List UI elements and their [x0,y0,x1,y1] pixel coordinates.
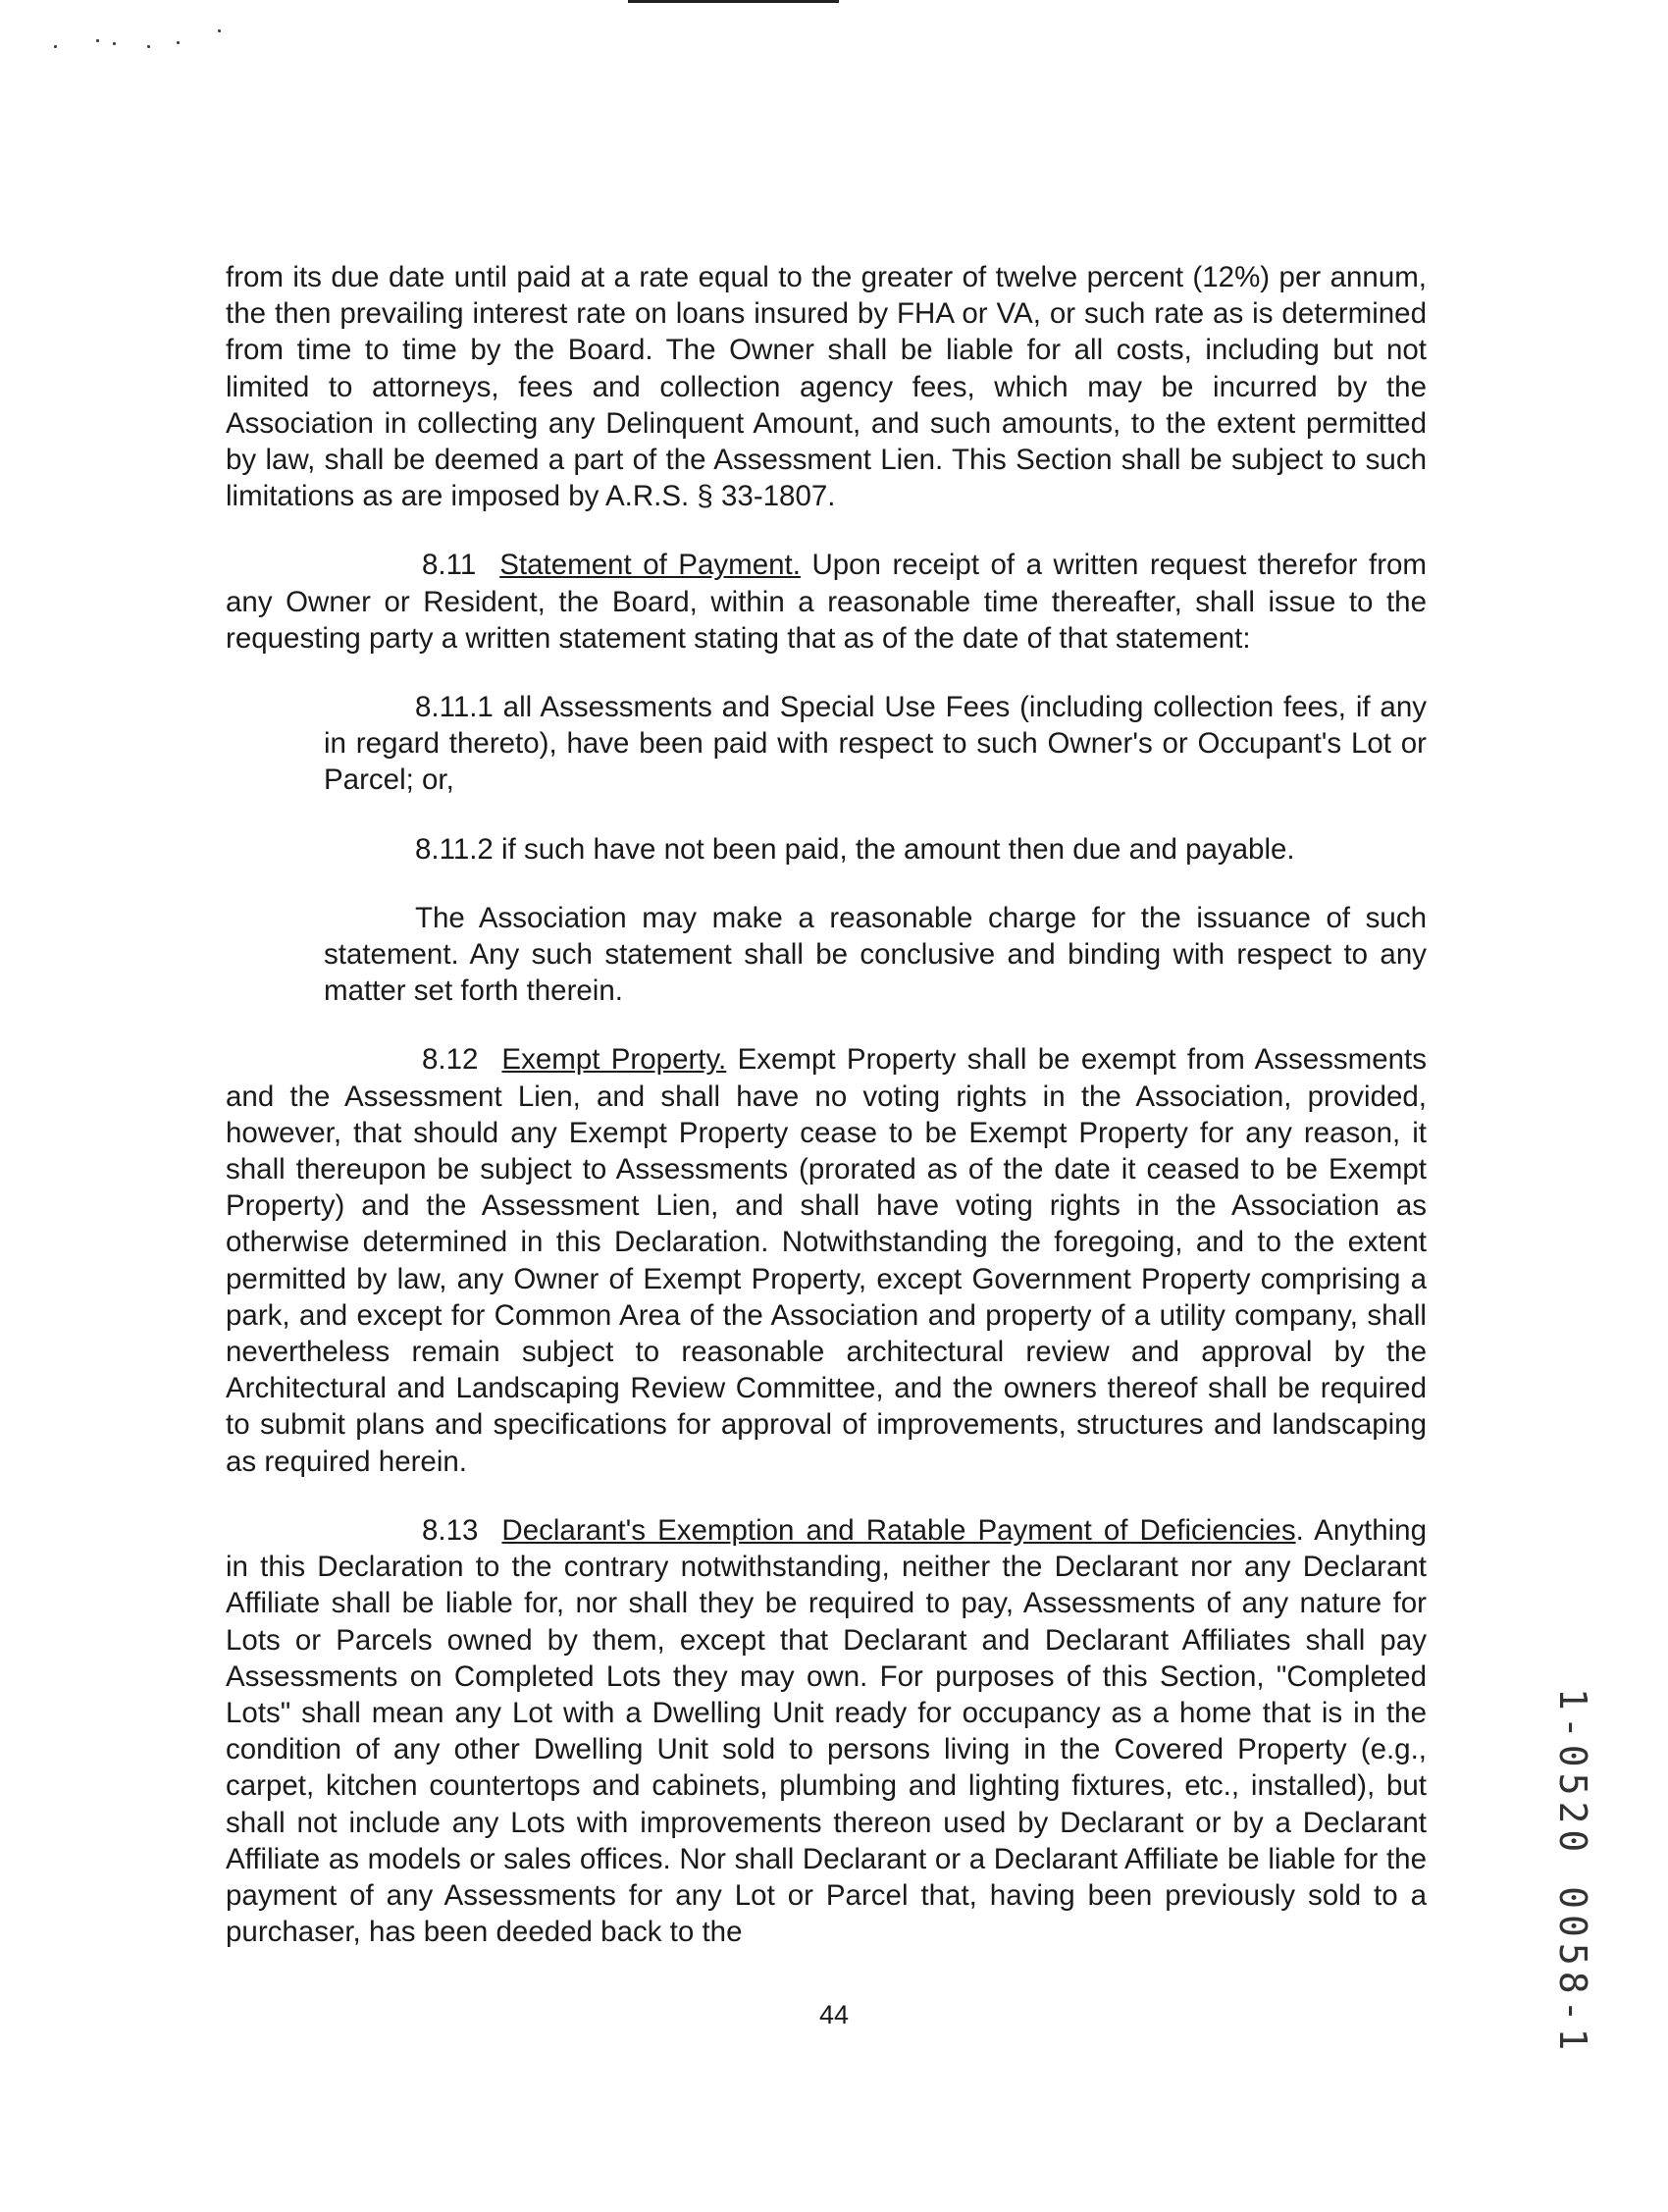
section-number: 8.13 [422,1513,479,1547]
scan-speck [54,45,57,48]
section-heading: Declarant's Exemption and Ratable Payment of Deficiencies [501,1513,1296,1547]
section-number: 8.11 [422,549,477,582]
section-8-11 [226,547,1427,657]
continued-paragraph: from its due date until paid at a rate equal to the greater of twelve percent (12%) per annum, the then prevailing interest rate on loans insured by FHA or VA, or such rate as is determined from time to time by the Board. The Owner shall be liable for all costs, including but not limited to attorneys, fees and collection agency fees, which may be incurred by the Association in collecting any Delinquent Amount, and such amounts, to the extent permitted by law, shall be deemed a part of the Assessment Lien. This Section shall be subject to such limitations as are imposed by A.R.S. § 33-1807. [226,261,1427,513]
section-body: . Anything in this Declaration to the contrary notwithstanding, neither the Declarant nor any Declarant Affiliate shall be liable for, nor shall they be required to pay, Assessments of any nature for Lots or Parcels owned by them, except that Declarant and Declarant Affiliates shall pay Assessments on Completed Lots they may own. For purposes of this Section, "Completed Lots" shall mean any Lot with a Dwelling Unit ready for occupancy as a home that is in the condition of any other Dwelling Unit sold to persons living in the Covered Property (e.g., carpet, kitchen countertops and cabinets, plumbing and lighting fixtures, etc., installed), but shall not include any Lots with improvements thereon used by Declarant or by a Declarant Affiliate as models or sales offices. Nor shall Declarant or a Declarant Affiliate be liable for the payment of any Assessments for any Lot or Parcel that, having been previously sold to a purchaser, has been deeded back to the [226,1513,1427,1949]
page-number: 44 [818,2000,850,2029]
section-8-12 [226,1041,1427,1479]
scan-speck [177,41,180,44]
document-body [226,259,1427,1982]
side-stamp: 1-0520 0058-1 [1551,1688,1594,2057]
subsection-8-11-2: 8.11.2 if such have not been paid, the amount then due and payable. [415,832,1295,866]
section-heading: Statement of Payment. [499,549,801,582]
scan-speck [147,45,150,48]
scan-speck [96,39,99,42]
subsection-8-11-1: 8.11.1 all Assessments and Special Use Fees (including collection fees, if any in regard thereto), have been paid with respect to such Owner's or Occupant's Lot or Parcel; or, [324,691,1427,797]
section-8-13 [226,1512,1427,1950]
subsection-charge-note: The Association may make a reasonable charge for the issuance of such statement. Any such statement shall be conclusive and binding with respect to any matter set forth therein. [324,901,1427,1008]
section-body: Exempt Property shall be exempt from Assessments and the Assessment Lien, and shall have no voting rights in the Association, provided, however, that should any Exempt Property cease to be Exempt Property for any reason, it shall thereupon be subject to Assessments (prorated as of the date it ceased to be Exempt Property) and the Assessment Lien, and shall have voting rights in the Association as otherwise determined in this Declaration. Notwithstanding the foregoing, and to the extent permitted by law, any Owner of Exempt Property, except Government Property comprising a park, and except for Common Area of the Association and property of a utility company, shall nevertheless remain subject to reasonable architectural review and approval by the Architectural and Landscaping Review Committee, and the owners thereof shall be required to submit plans and specifications for approval of improvements, structures and landscaping as required herein. [226,1043,1427,1478]
scan-speck [218,29,221,32]
section-8-11-subsections [324,689,1427,1009]
section-heading: Exempt Property. [501,1043,727,1077]
section-number: 8.12 [422,1043,479,1077]
section-body: Upon receipt of a written request therefor from any Owner or Resident, the Board, within a reasonable time thereafter, shall issue to the requesting party a written statement stating that as of the date of that statement: [226,549,1428,655]
top-edge-mark [628,0,839,3]
scan-speck [113,42,116,45]
